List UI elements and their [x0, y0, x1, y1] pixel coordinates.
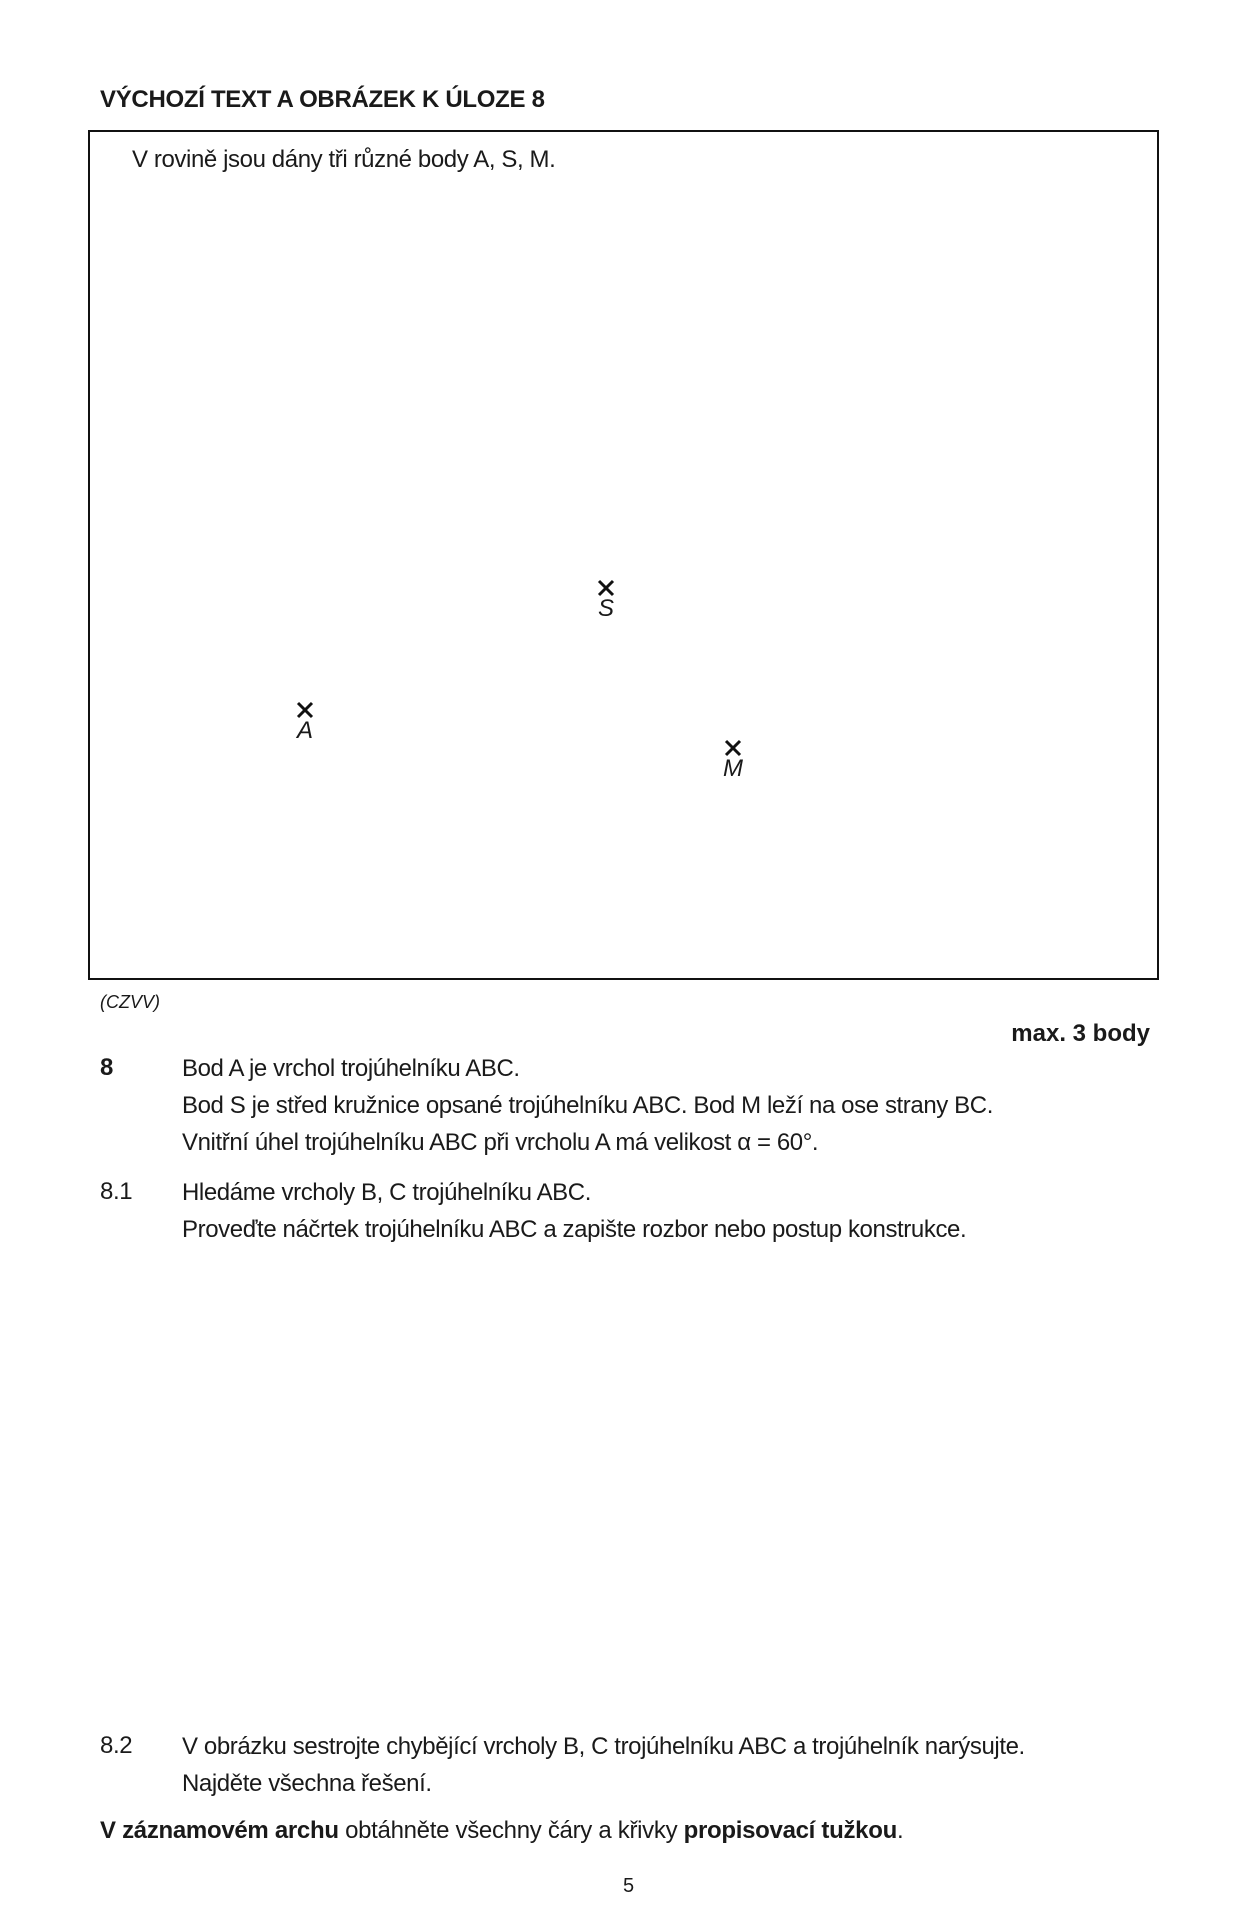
task-text-line: Bod A je vrchol trojúhelníku ABC. [182, 1055, 520, 1082]
section-heading: VÝCHOZÍ TEXT A OBRÁZEK K ÚLOZE 8 [100, 86, 545, 113]
point-a [285, 700, 325, 742]
task-number: 8.2 [100, 1732, 133, 1759]
page-number: 5 [622, 1875, 635, 1897]
task-text-line: V obrázku sestrojte chybějící vrcholy B, C trojúhelníku ABC a trojúhelník narýsujte. [182, 1733, 1025, 1760]
source-credit: (CZVV) [100, 992, 160, 1012]
task-number: 8 [100, 1054, 113, 1081]
point-label: A [296, 717, 313, 744]
task-text-line: Proveďte náčrtek trojúhelníku ABC a zapište rozbor nebo postup konstrukce. [182, 1216, 967, 1243]
instruction-note [100, 1817, 903, 1845]
task-text-line: Bod S je střed kružnice opsané trojúhelníku ABC. Bod M leží na ose strany BC. [182, 1092, 993, 1119]
note-bold-text: V záznamovém archu [100, 1817, 339, 1844]
task-text-line: Najděte všechna řešení. [182, 1770, 432, 1797]
figure-intro-text: V rovině jsou dány tři různé body A, S, M. [132, 146, 556, 173]
figure-box [88, 130, 1159, 980]
note-text: . [896, 1817, 904, 1844]
task-text-line: Vnitřní úhel trojúhelníku ABC při vrcholu A má velikost α = 60°. [182, 1129, 819, 1156]
task-text-line: Hledáme vrcholy B, C trojúhelníku ABC. [182, 1179, 591, 1206]
note-bold-text: propisovací tužkou [683, 1817, 897, 1844]
note-text: obtáhněte všechny čáry a křivky [338, 1817, 684, 1844]
point-label: S [597, 595, 614, 622]
point-m [713, 738, 753, 780]
point-label: M [723, 755, 743, 782]
point-s [586, 578, 626, 620]
max-points: max. 3 body [1011, 1020, 1150, 1047]
task-number: 8.1 [100, 1178, 133, 1205]
